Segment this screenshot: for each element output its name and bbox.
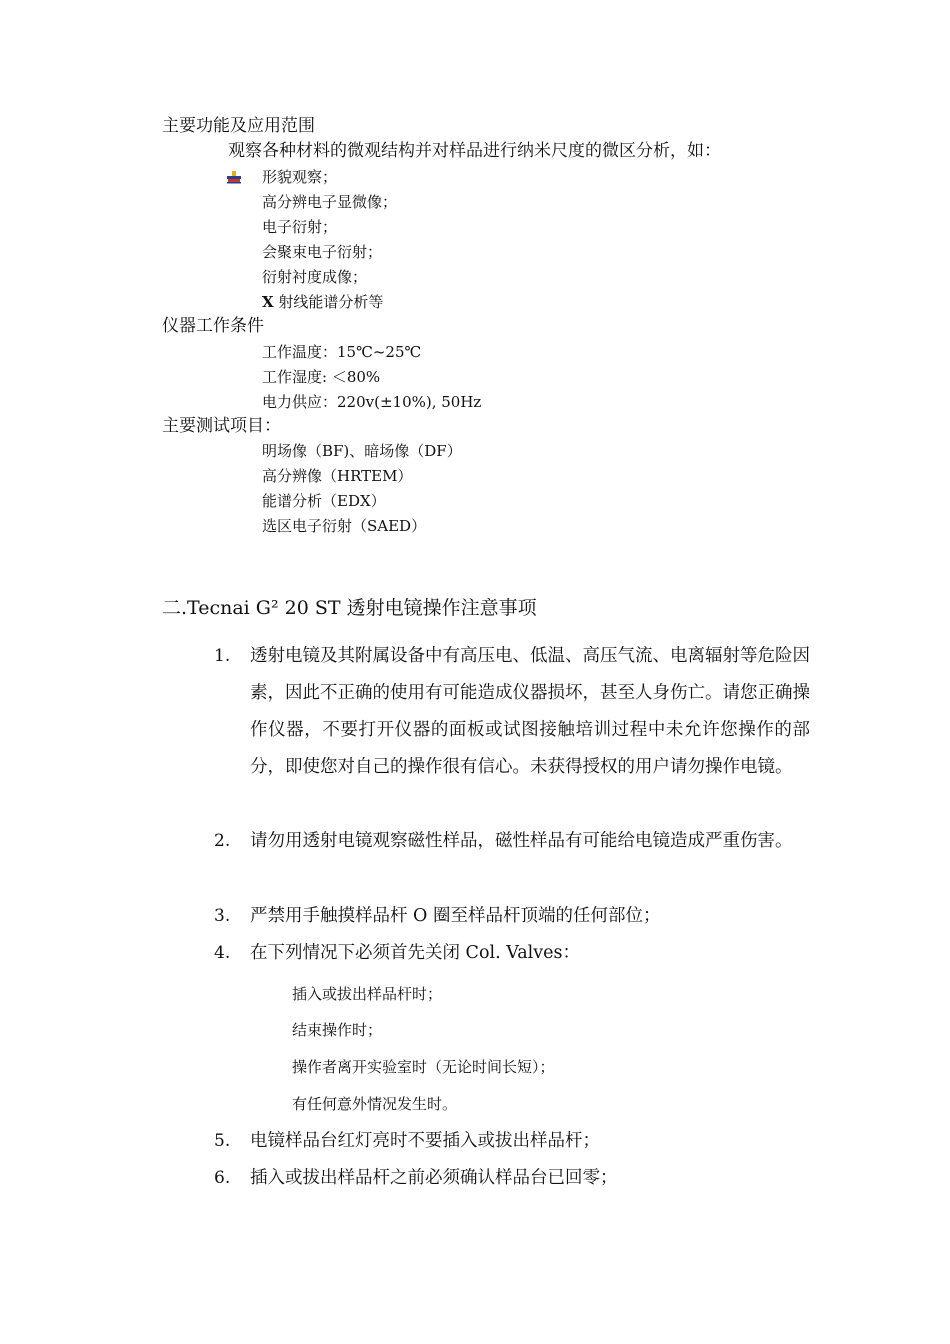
item-text: 在下列情况下必须首先关闭 Col. Valves： — [250, 943, 580, 963]
function-item-xray — [262, 295, 383, 310]
function-item: 高分辨电子显微像； — [262, 193, 398, 211]
xray-rest: 射线能谱分析等 — [273, 293, 384, 311]
condition-item: 电力供应：220v(±10%), 50Hz — [262, 393, 482, 411]
test-item: 选区电子衍射（SAED） — [262, 517, 427, 535]
function-item: 衍射衬度成像； — [262, 268, 368, 286]
item-number: 1. — [214, 646, 231, 666]
item-text: 插入或拔出样品杆之前必须确认样品台已回零； — [250, 1168, 618, 1188]
subitem: 结束操作时； — [292, 1021, 383, 1039]
condition-item: 工作湿度: ＜80% — [262, 368, 381, 386]
book-stack-icon — [226, 170, 242, 184]
subitem: 有任何意外情况发生时。 — [292, 1095, 458, 1113]
subitem: 插入或拔出样品杆时； — [292, 985, 443, 1003]
function-item: 电子衍射； — [262, 218, 338, 236]
item-text: 电镜样品台红灯亮时不要插入或拔出样品杆； — [250, 1131, 600, 1151]
subitem: 操作者离开实验室时（无论时间长短）； — [292, 1058, 555, 1076]
item-text: 请勿用透射电镜观察磁性样品，磁性样品有可能给电镜造成严重伤害。 — [250, 831, 793, 851]
test-item: 明场像（BF)、暗场像（DF） — [262, 442, 462, 460]
heading-functions: 主要功能及应用范围 — [162, 116, 315, 136]
heading-tests: 主要测试项目： — [162, 416, 281, 436]
item-text: 严禁用手触摸样品杆 O 圈至样品杆顶端的任何部位； — [250, 906, 661, 926]
item-number: 3. — [214, 906, 231, 926]
item-number: 2. — [214, 831, 231, 851]
test-item: 高分辨像（HRTEM） — [262, 467, 413, 485]
heading-conditions: 仪器工作条件 — [162, 316, 264, 336]
function-item: 形貌观察； — [262, 168, 338, 186]
item-number: 5. — [214, 1131, 231, 1151]
xray-prefix: X — [262, 293, 274, 311]
condition-item: 工作温度：15℃~25℃ — [262, 343, 422, 361]
item-number: 6. — [214, 1168, 231, 1188]
section2-title: 二.Tecnai G² 20 ST 透射电镜操作注意事项 — [162, 597, 537, 619]
item-number: 4. — [214, 943, 231, 963]
item-text: 透射电镜及其附属设备中有高压电、低温、高压气流、电离辐射等危险因素，因此不正确的使用有可能造成仪器损坏，甚至人身伤亡。请您正确操作仪器，不要打开仪器的面板或试图接触培训过程中未允许您操作的部分，即使您对自己的操作很有信心。未获得授权的用户请勿操作电镜。 — [250, 646, 810, 777]
function-item: 会聚束电子衍射； — [262, 243, 383, 261]
test-item: 能谱分析（EDX） — [262, 492, 386, 510]
functions-intro: 观察各种材料的微观结构并对样品进行纳米尺度的微区分析，如： — [228, 141, 721, 161]
